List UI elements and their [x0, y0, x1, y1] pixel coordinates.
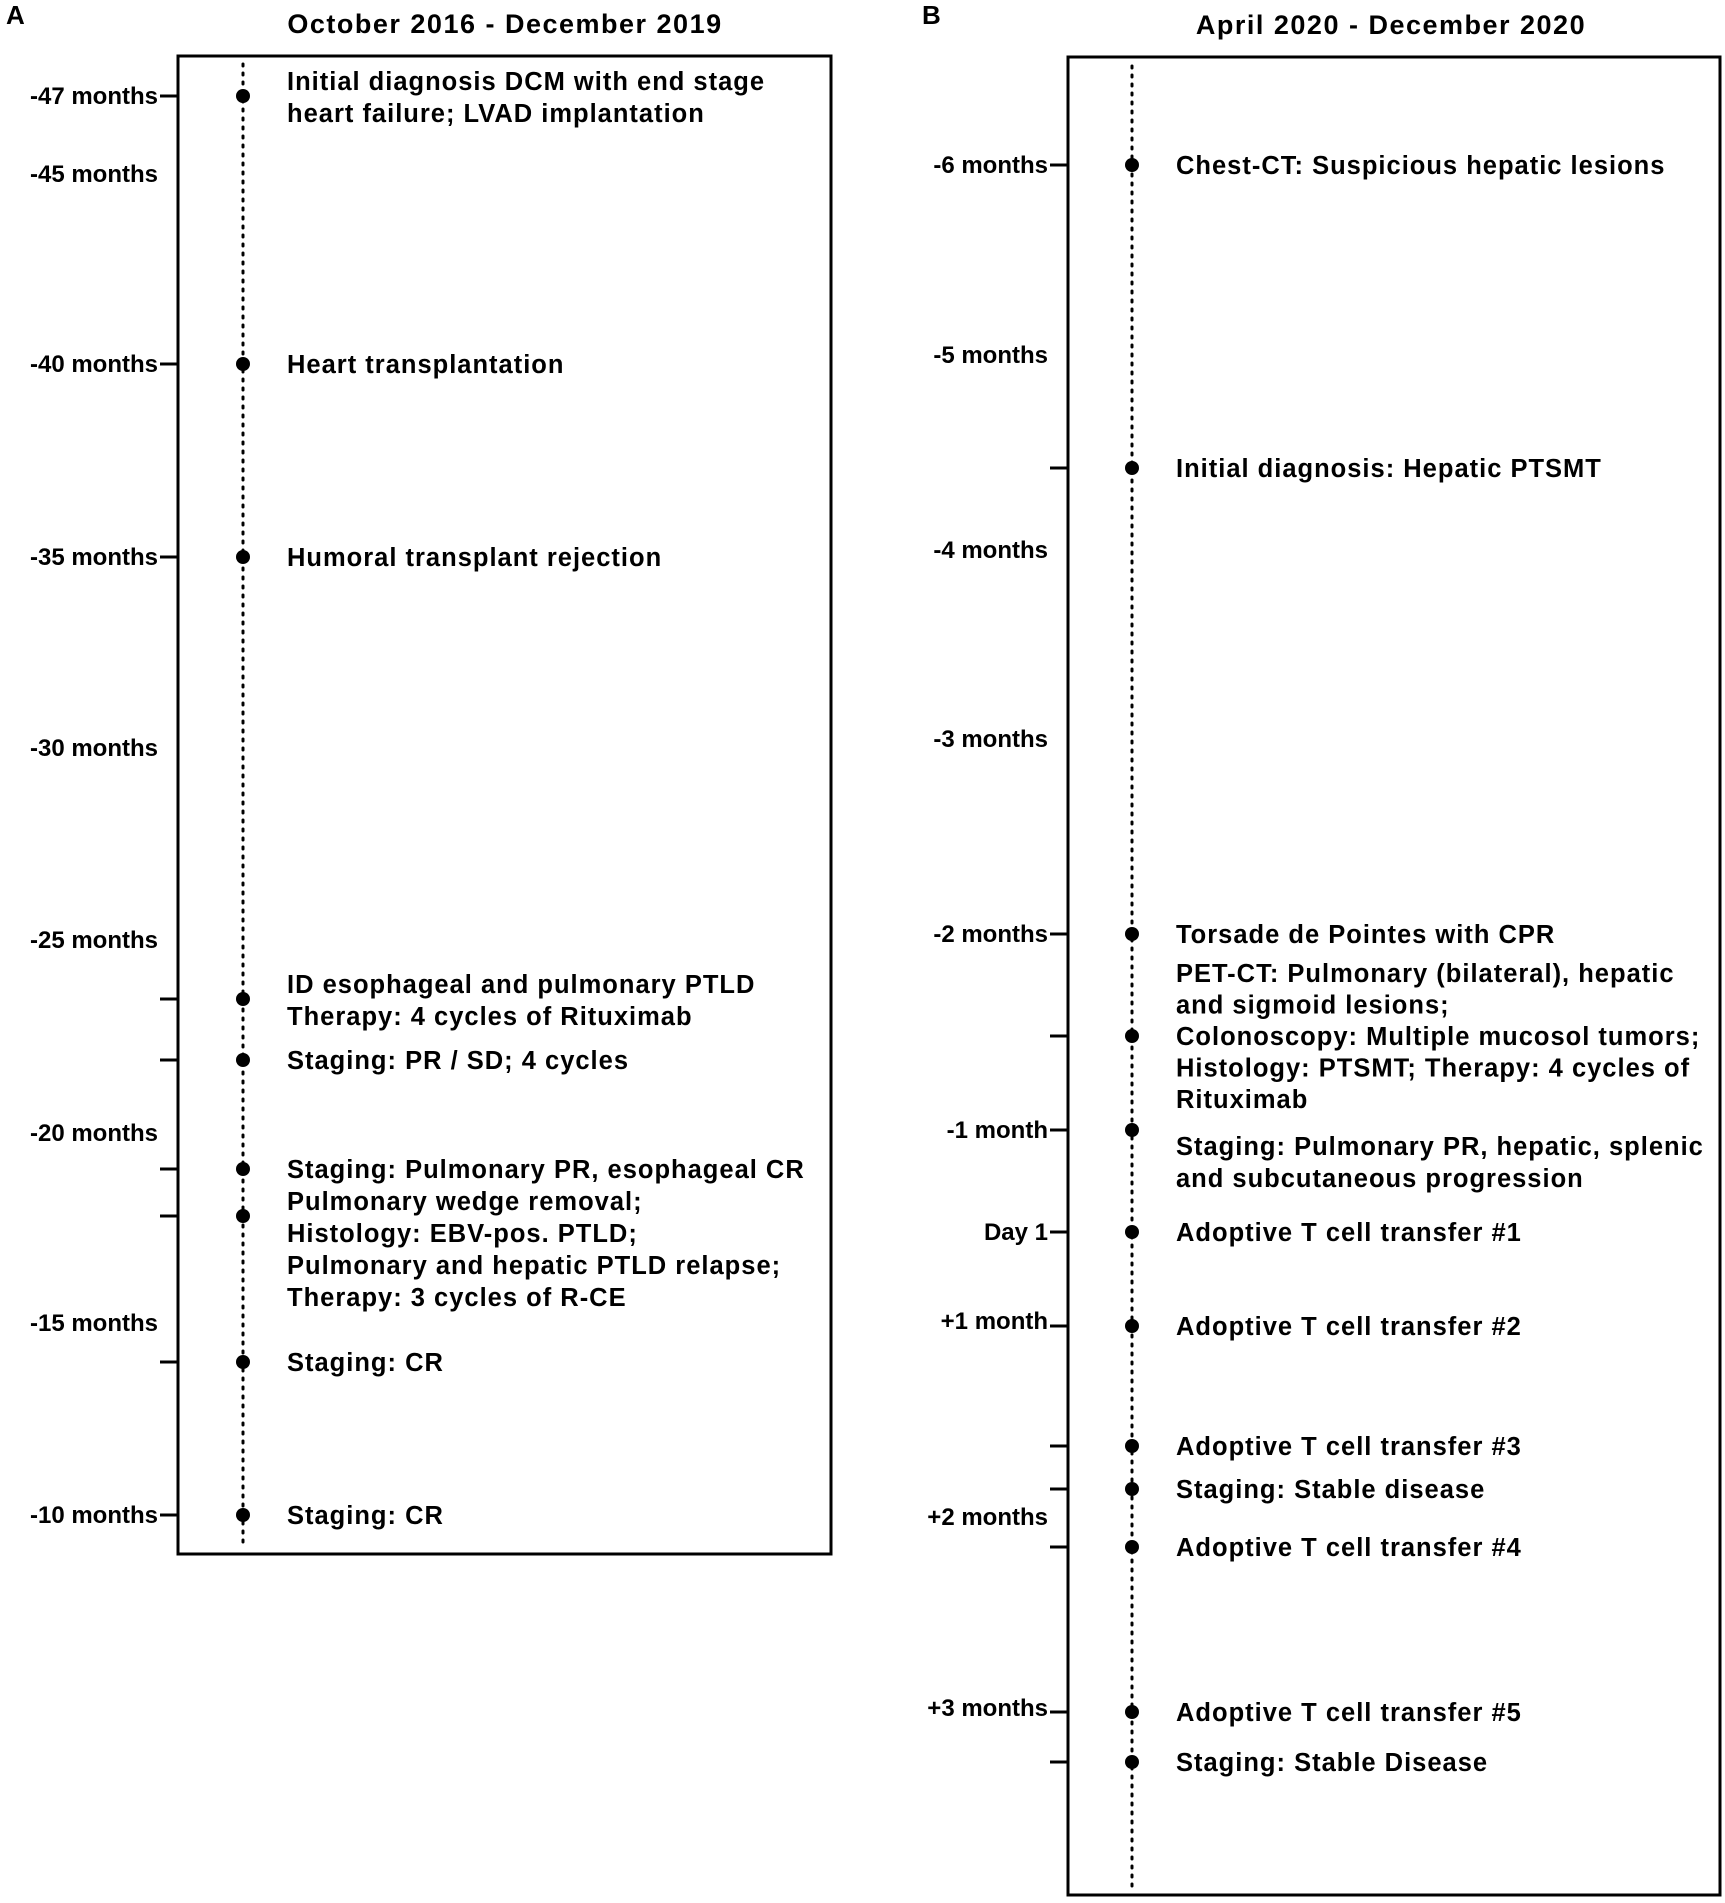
panel-a-event-ticks	[160, 999, 178, 1362]
tick-label: -47 months	[29, 83, 158, 110]
event-dot	[1125, 1439, 1139, 1453]
tick-label: +3 months	[927, 1695, 1048, 1722]
panel-b-label: B	[922, 0, 941, 30]
event-dot	[1125, 1482, 1139, 1496]
event-text: Staging: Pulmonary PR, esophageal CR	[287, 1156, 805, 1184]
panel-b-event-texts	[1176, 152, 1712, 1777]
event-text: ID esophageal and pulmonary PTLD Therapy: 4 cycles of Rituximab	[287, 971, 756, 1031]
tick-label: +2 months	[927, 1504, 1048, 1531]
event-dot	[1125, 1540, 1139, 1554]
tick-label: -30 months	[29, 735, 158, 762]
event-text: Initial diagnosis DCM with end stage heart failure; LVAD implantation	[287, 68, 766, 128]
event-text: Heart transplantation	[287, 351, 565, 379]
event-text: Staging: CR	[287, 1502, 444, 1530]
event-dot	[1125, 927, 1139, 941]
event-text: Staging: Stable disease	[1176, 1476, 1486, 1504]
event-text: Adoptive T cell transfer #2	[1176, 1313, 1522, 1341]
tick-label: -20 months	[29, 1120, 158, 1147]
event-dot	[236, 1209, 250, 1223]
panel-a-ticks	[30, 83, 178, 1529]
tick-label: -6 months	[933, 152, 1048, 179]
event-dot	[236, 1508, 250, 1522]
panel-a	[6, 0, 831, 1554]
event-text: Adoptive T cell transfer #4	[1176, 1534, 1522, 1562]
tick-label: -45 months	[29, 161, 158, 188]
event-dot	[1125, 1705, 1139, 1719]
event-dot	[236, 1162, 250, 1176]
tick-label: -40 months	[29, 351, 158, 378]
tick-label: -4 months	[933, 537, 1048, 564]
event-text: Chest-CT: Suspicious hepatic lesions	[1176, 152, 1666, 180]
tick-label: -25 months	[29, 927, 158, 954]
panel-a-frame	[178, 56, 831, 1554]
event-text: Initial diagnosis: Hepatic PTSMT	[1176, 455, 1602, 483]
panel-b-ticks	[927, 152, 1068, 1722]
event-dot	[236, 357, 250, 371]
event-text: Pulmonary wedge removal; Histology: EBV-pos. PTLD; Pulmonary and hepatic PTLD relapse; Therapy: 3 cycles of R-CE	[287, 1188, 782, 1312]
event-dot	[236, 992, 250, 1006]
event-dot	[1125, 1225, 1139, 1239]
panel-b-event-ticks	[1050, 468, 1068, 1762]
tick-label: -15 months	[29, 1310, 158, 1337]
event-dot	[236, 1355, 250, 1369]
event-text: Adoptive T cell transfer #1	[1176, 1219, 1522, 1247]
tick-label: Day 1	[983, 1219, 1048, 1246]
event-dot	[1125, 1029, 1139, 1043]
tick-label: -3 months	[933, 726, 1048, 753]
event-text: Humoral transplant rejection	[287, 544, 663, 572]
event-text: Adoptive T cell transfer #5	[1176, 1699, 1522, 1727]
event-dot	[1125, 1755, 1139, 1769]
event-dot	[1125, 461, 1139, 475]
tick-label: -5 months	[933, 342, 1048, 369]
event-dot	[236, 1053, 250, 1067]
event-text: Staging: CR	[287, 1349, 444, 1377]
panel-a-label: A	[6, 0, 25, 30]
event-text: PET-CT: Pulmonary (bilateral), hepatic and sigmoid lesions; Colonoscopy: Multiple mucosol tumors; Histology: PTSMT; Therapy: 4 cycles of Rituximab	[1176, 960, 1701, 1114]
tick-label: -10 months	[29, 1502, 158, 1529]
tick-label: -1 month	[946, 1117, 1048, 1144]
event-dot	[1125, 1123, 1139, 1137]
event-text: Staging: Stable Disease	[1176, 1749, 1489, 1777]
tick-label: -35 months	[29, 544, 158, 571]
event-dot	[1125, 158, 1139, 172]
tick-label: +1 month	[940, 1308, 1048, 1335]
panel-a-title: October 2016 - December 2019	[287, 9, 723, 39]
event-dot	[236, 89, 250, 103]
event-dot	[1125, 1319, 1139, 1333]
panel-a-event-texts	[287, 68, 805, 1530]
event-text: Adoptive T cell transfer #3	[1176, 1433, 1522, 1461]
event-dot	[236, 550, 250, 564]
event-text: Staging: Pulmonary PR, hepatic, splenic and subcutaneous progression	[1176, 1133, 1704, 1193]
event-text: Torsade de Pointes with CPR	[1176, 921, 1556, 949]
panel-b-title: April 2020 - December 2020	[1195, 10, 1587, 40]
tick-label: -2 months	[933, 921, 1048, 948]
event-text: Staging: PR / SD; 4 cycles	[287, 1047, 630, 1075]
panel-b	[922, 0, 1720, 1895]
